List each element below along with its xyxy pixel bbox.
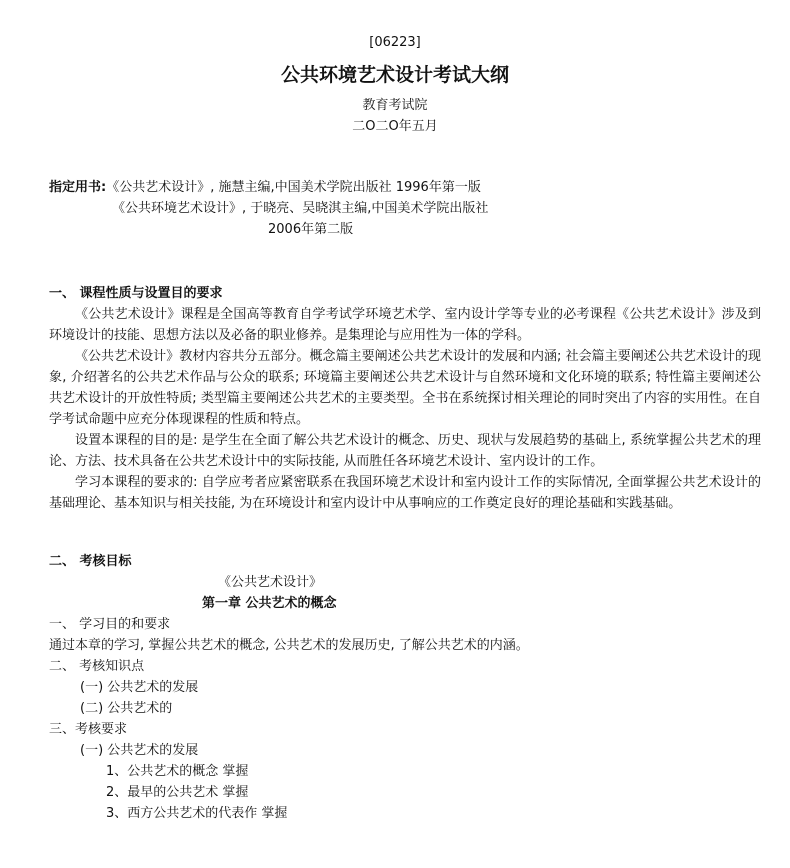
list-item: (一) 公共艺术的发展 <box>80 743 199 758</box>
textbook-line-1 <box>49 178 481 198</box>
textbook-label: 指定用书: <box>49 180 107 195</box>
chapter-title: 第一章 公共艺术的概念 <box>202 596 337 611</box>
list-item: 一、 学习目的和要求 <box>49 617 171 632</box>
section-2-heading: 二、 考核目标 <box>49 554 132 569</box>
list-item: 通过本章的学习, 掌握公共艺术的概念, 公共艺术的发展历史, 了解公共艺术的内涵。 <box>49 638 529 653</box>
section-1-heading: 一、 课程性质与设置目的要求 <box>49 286 223 301</box>
section-1-paragraph-4: 学习本课程的要求的: 自学应考者应紧密联系在我国环境艺术设计和室内设计工作的实际情况, 全面掌握公共艺术设计的基础理论、基本知识与相关技能, 为在环境设计和室内设计中从事响应的工作奠定良好的理论基础和实践基础。 <box>49 475 761 511</box>
issuing-organization: 教育考试院 <box>362 98 428 113</box>
list-item: 三、考核要求 <box>49 722 128 737</box>
book-name: 《公共艺术设计》 <box>218 575 323 590</box>
issue-date: 二O二O年五月 <box>352 119 438 134</box>
section-1-paragraph-3: 设置本课程的目的是: 是学生在全面了解公共艺术设计的概念、历史、现状与发展趋势的基础上, 系统掌握公共艺术的理论、方法、技术具备在公共艺术设计中的实际技能, 从而胜任各环境艺术设计、室内设计的工作。 <box>49 433 761 469</box>
list-item: (一) 公共艺术的发展 <box>80 680 199 695</box>
list-item: 2、最早的公共艺术 掌握 <box>106 785 249 800</box>
list-item: 二、 考核知识点 <box>49 659 145 674</box>
textbook-2-line-1: 《公共环境艺术设计》, 于晓亮、吴晓淇主编,中国美术学院出版社 <box>112 201 489 216</box>
textbook-2-line-2: 2006年第二版 <box>268 222 354 237</box>
section-1-paragraph-2: 《公共艺术设计》教材内容共分五部分。概念篇主要阐述公共艺术设计的发展和内涵; 社会篇主要阐述公共艺术设计的现象, 介绍著名的公共艺术作品与公众的联系; 环境篇主要阐述公共艺术设计与自然环境和文化环境的联系; 特性篇主要阐述公共艺术设计的开放性特质; 类型篇主要阐述公共艺术的主要类型。全书在系统探讨相关理论的同时突出了内容的实用性。在自学考试命题中应充分体现课程的性质和特点。 <box>49 349 761 427</box>
list-item: 3、西方公共艺术的代表作 掌握 <box>106 806 288 821</box>
document-title: 公共环境艺术设计考试大纲 <box>280 64 509 86</box>
textbook-1: 《公共艺术设计》, 施慧主编,中国美术学院出版社 1996年第一版 <box>106 180 481 195</box>
list-item: (二) 公共艺术的 <box>80 701 173 716</box>
course-code: [06223] <box>369 35 421 50</box>
list-item: 1、公共艺术的概念 掌握 <box>106 764 249 779</box>
section-1-paragraph-1: 《公共艺术设计》课程是全国高等教育自学考试学环境艺术学、室内设计学等专业的必考课程《公共艺术设计》涉及到环境设计的技能、思想方法以及必备的职业修养。是集理论与应用性为一体的学科。 <box>49 307 761 343</box>
